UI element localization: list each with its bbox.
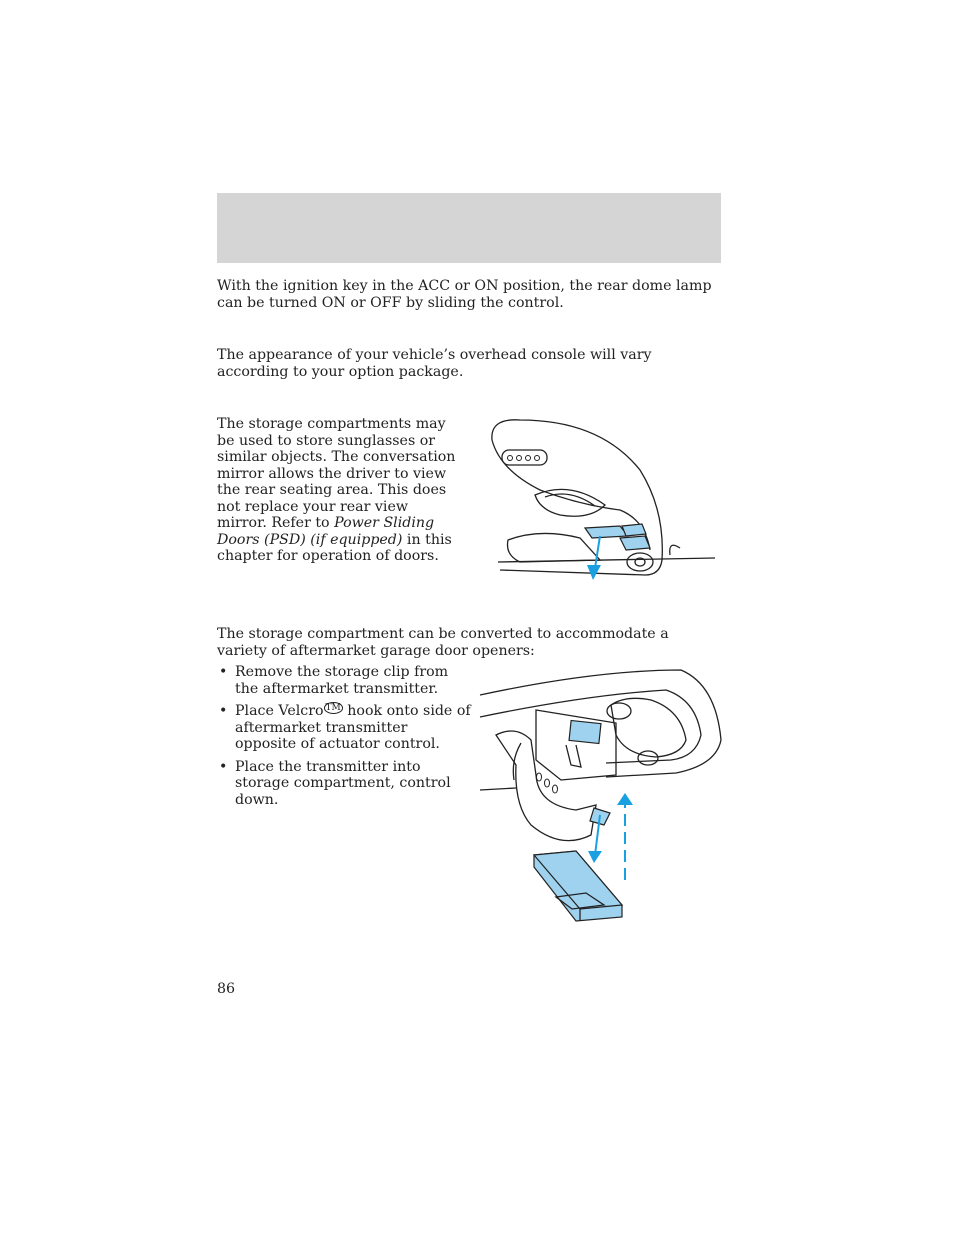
trademark-symbol: TM: [325, 703, 341, 713]
bullet-symbol: •: [219, 703, 228, 719]
overhead-console-illustration: [480, 410, 725, 585]
page-number: 86: [217, 981, 236, 997]
bullet-symbol: •: [219, 758, 228, 775]
storage-compartments-paragraph: [217, 416, 462, 565]
dome-lamp-paragraph: With the ignition key in the ACC or ON position, the rear dome lamp can be turned ON or OFF by sliding the control.: [217, 278, 712, 311]
garage-opener-intro: The storage compartment can be converted to accommodate a variety of aftermarket garage door openers:: [217, 626, 669, 659]
garage-opener-storage-illustration: [476, 665, 726, 925]
psd-cross-reference: Power Sliding Doors (PSD) (if equipped): [217, 515, 435, 548]
installation-steps-list: [217, 664, 472, 814]
list-item: • Remove the storage clip from the aftermarket transmitter.: [219, 664, 449, 697]
section-header-band: [217, 193, 721, 263]
storage-text-before: The storage compartments may be used to store sunglasses or similar objects. The conversation mirror allows the driver to view the rear seating area. This does not replace your rear view mirror. Refer to: [217, 416, 456, 531]
list-item: • Place Velcro ™ hook onto side of aftermarket transmitter opposite of actuator control.: [219, 703, 471, 752]
storage-text-after: in this chapter for operation of doors.: [217, 531, 452, 564]
console-appearance-paragraph: The appearance of your vehicle’s overhead console will vary according to your option package.: [217, 347, 652, 380]
bullet-symbol: •: [219, 664, 228, 680]
list-item: • Place the transmitter into storage compartment, control down.: [219, 758, 451, 808]
